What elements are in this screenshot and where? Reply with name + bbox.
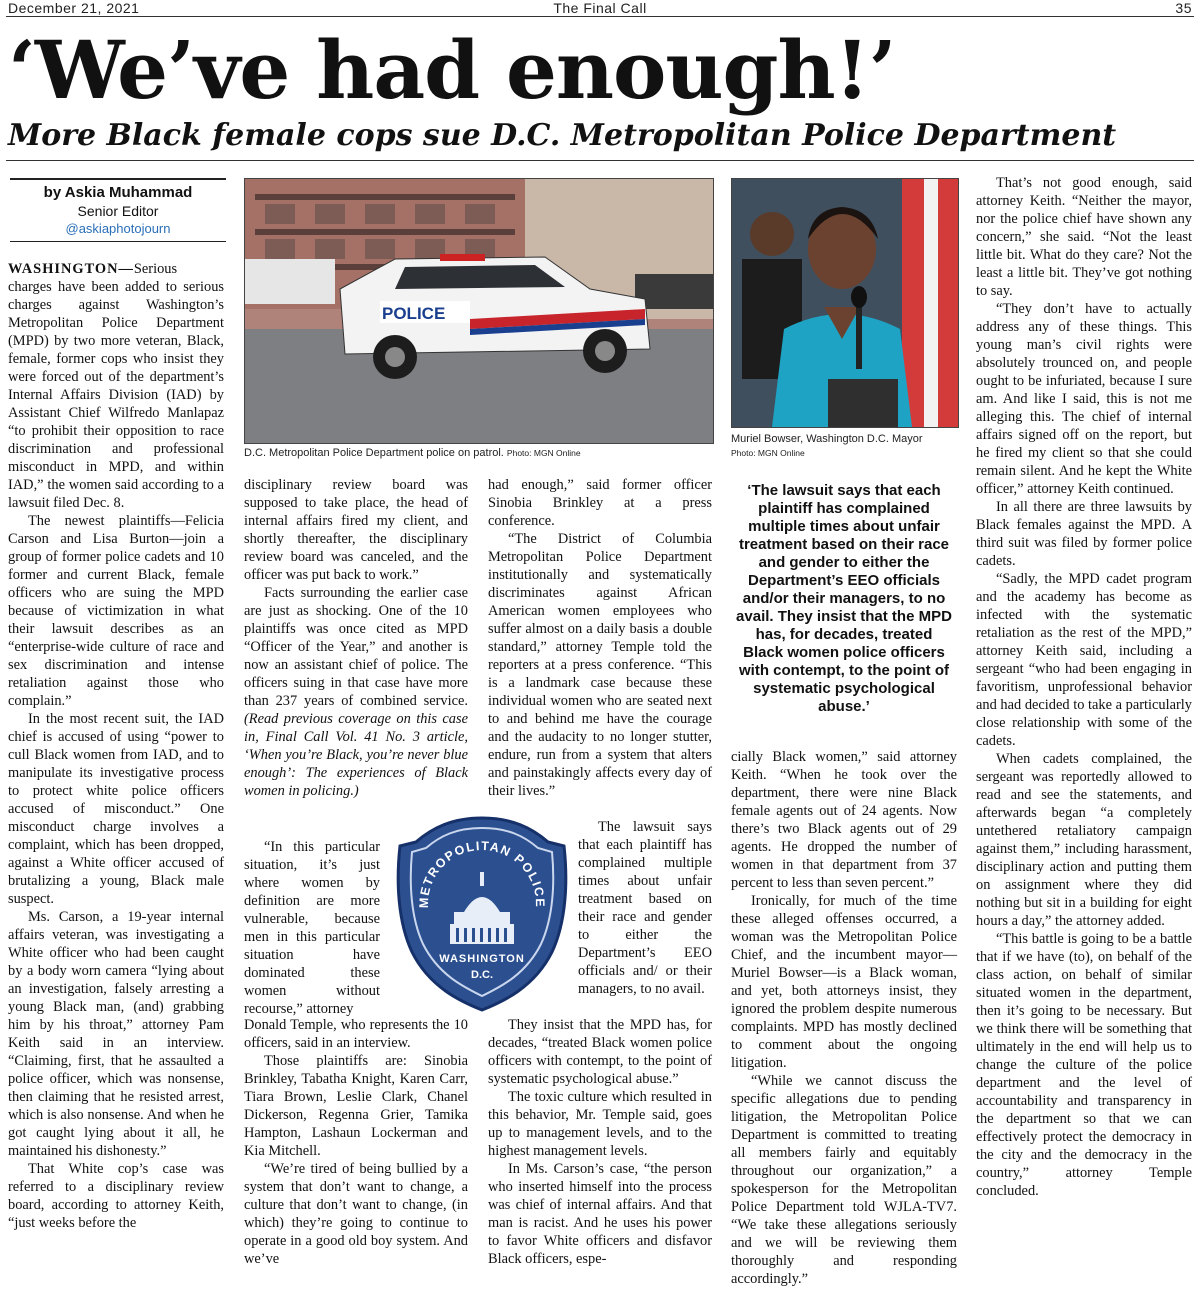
pull-quote: ‘The lawsuit says that each plaintiff has complained multiple times about unfair treatment based on their race and gender to either the Department’s EEO officials and/or their managers, to no avail. They insist that the MPD has, for decades, treated Black women police officers with contempt, to the point of systematic psychological abuse.’ (736, 482, 952, 715)
col3-para-6: In Ms. Carson’s case, “the person who inserted himself into the process was chief of internal affairs. And that man is racist. And he uses his power to favor White officers and disfavor Black officers, espe- (488, 1161, 712, 1267)
col5-para-1: That’s not good enough, said attorney Keith. “Neither the mayor, nor the police chief have shown any concern,” she said. “Not the least little bit. What do they care? Not the least a little bit. They’ve got nothing to say. (976, 175, 1192, 299)
col1-para-4: Ms. Carson, a 19-year internal affairs veteran, was investigating a White officer who had been caught by a body worn camera “lying about an investigation, falsely arresting a young Black man, (and) grabbing him by his throat,” attorney Pam Keith said in an interview. “Claiming, first, that he assaulted a police officer, which was nonsense, then claiming that he resisted arrest, which is also nonsense. And when he got caught lying about it all, he maintained his dishonesty.” (8, 909, 224, 1159)
col2-para-3b: Donald Temple, who represents the 10 officers, said in an interview. (244, 1017, 468, 1051)
deck-rule (6, 160, 1194, 161)
mayor-photo-credit: Photo: MGN Online (731, 448, 805, 458)
col1-para-5: That White cop’s case was referred to a disciplinary review board, according to attorney Keith, “just weeks before the (8, 1161, 224, 1231)
mayor-photo (731, 178, 959, 428)
col3-para-3: The lawsuit says that each plaintiff has complained multiple times about unfair treatment based on their race and gender to either the Department’s EEO officials and/ or their managers, to no avail. (578, 819, 712, 997)
col2-para-1: disciplinary review board was supposed to take place, the head of internal affairs fired my client, and shortly thereafter, the disciplinary review board was canceled, and the officer was put back to work.” (244, 477, 468, 583)
column-2-wrap (244, 838, 380, 1018)
byline-author: by Askia Muhammad (43, 184, 193, 201)
police-car-illustration (245, 179, 713, 443)
col5-para-6: “This battle is going to be a battle that if we have (to), on behalf of the class action, on behalf of similar situated women in the department, then it’s going to be necessary. But we think there will be something that ultimately in the end will help us to change the culture of the police department and the level of accountability and transparency in the department so that we can effectively protect the democracy in the city and the democracy in the country,” attorney Temple concluded. (976, 931, 1192, 1199)
col1-para-3: In the most recent suit, the IAD chief is accused of using “power to cull Black women from IAD, and to manipulate its investigative process to protect white police officers accused of misconduct.” One misconduct charge involves a complaint, which has been dropped, against a White officer accused of brutalizing a young, Black male suspect. (8, 711, 224, 907)
mayor-illustration (732, 179, 958, 427)
col5-para-4: “Sadly, the MPD cadet program and the academy has become as infected with the systematic retaliation as the rest of the MPD,” attorney Keith said, including a sergeant “who had been engaging in favoritism, unprofessional behavior and had decided to take a particularly close relationship with some of the cadets. (976, 571, 1192, 749)
car-police-text: POLICE (382, 304, 446, 323)
badge-bottom-text: WASHINGTON (439, 953, 525, 965)
col3-para-1: had enough,” said former officer Sinobia Brinkley at a press conference. (488, 477, 712, 529)
column-5 (976, 174, 1192, 1200)
col1-para-1: WASHINGTON—Serious charges have been added to serious charges against Washington’s Metropolitan Police Department (MPD) by two more veteran, Black, female, former cops who insist they were forced out of the department’s Internal Affairs Division (IAD) by Assistant Chief Wilfredo Manlapaz “to prohibit their opposition to race discrimination and professional misconduct in MPD, and within IAD,” the women said according to a lawsuit filed Dec. 8. (8, 261, 224, 511)
headline: ‘We’ve had enough!’ (8, 23, 896, 117)
col2-para-3a: “In this particular situation, it’s just where women by definition are more vulnerable, because men in this particular situation have dominated these women without recourse,” attorney (244, 839, 380, 1017)
deck: More Black female cops sue D.C. Metropolitan Police Department (8, 118, 1117, 153)
issue-date: December 21, 2021 (8, 0, 140, 16)
column-2 (244, 476, 468, 800)
page-number: 35 (1175, 0, 1192, 16)
byline-handle[interactable]: @askiaphotojourn (65, 221, 171, 236)
publication-name: The Final Call (553, 0, 647, 16)
col5-para-2: “They don’t have to actually address any of these things. This young man’s civil rights were absolutely trounced on, and people ought to be infuriated, because I sure am. And like I said, this is not me alleging this. The chief of internal affairs signed off on the report, but he fired my client so that she could remain silent. And he kept the White officer,” attorney Keith continued. (976, 301, 1192, 497)
col4-para-1: cially Black women,” said attorney Keith. “When he took over the department, there were nine Black female agents out of 24 agents. Now there’s two Black agents out of 29 agents. He dropped the number of women in that department from 37 percent to less than seven percent.” (731, 749, 957, 891)
col3-para-2: “The District of Columbia Metropolitan Police Department institutionally and systematically discriminates against African American women employees who suffer almost on a daily basis a double standard,” attorney Temple told the reporters at a press conference. “This is a landmark case because these individual women who are seated next to and behind me have the courage and the audacity to no longer stutter, endure, run from a system that alters and painstakingly affects every day of their lives.” (488, 531, 712, 799)
col5-para-3: In all there are three lawsuits by Black females against the MPD. A third suit was filed by former police cadets. (976, 499, 1192, 569)
col4-para-2: Ironically, for much of the time these alleged offenses occurred, a woman was the Metropolitan Police Chief, and the incumbent mayor—Muriel Bowser—is a Black woman, and yet, both attorneys insist, they ignored the problem despite numerous complaints. MPD has mostly declined to comment about the ongoing litigation. (731, 893, 957, 1071)
column-1 (8, 260, 224, 1232)
column-4 (731, 748, 957, 1288)
car-photo-credit: Photo: MGN Online (506, 448, 581, 458)
col2-para-2: Facts surrounding the earlier case are just as shocking. One of the 10 plaintiffs was once cited as MPD “Officer of the Year,” and another is now an assistant chief of police. The officers suing in that case have more than 237 years of combined service. (Read previous coverage on this case in, Final Call Vol. 41 No. 3 article, ‘When you’re Black, you’re never blue enough’: The experiences of Black women in policing.) (244, 585, 468, 799)
police-badge-icon (392, 812, 572, 1012)
column-2-bottom (244, 1016, 468, 1268)
metropolitan-police-badge (392, 812, 572, 1012)
col2-reference-note: (Read previous coverage on this case in, Final Call Vol. 41 No. 3 article, ‘When you’re Black, you’re never blue enough’: The experiences of Black women in policing.) (244, 711, 468, 799)
dateline: WASHINGTON— (8, 261, 134, 277)
column-3-bottom (488, 1016, 712, 1268)
masthead-rule (6, 16, 1194, 17)
col3-para-4: They insist that the MPD has, for decades, “treated Black women police officers with contempt, to the point of systematic psychological abuse.” (488, 1017, 712, 1087)
mayor-photo-caption: Muriel Bowser, Washington D.C. Mayor Photo: MGN Online (731, 432, 957, 460)
badge-sub-text: D.C. (471, 969, 493, 981)
column-3 (488, 476, 712, 800)
col5-para-5: When cadets complained, the sergeant was reportedly allowed to read and see the statements, and afterwards began “a completely untethered retaliatory campaign against them,” including harassment, disciplinary action and putting them on assignment where they did nothing but sit in a building for eight hours a day,” the attorney added. (976, 751, 1192, 929)
byline-title: Senior Editor (77, 203, 159, 219)
col2-para-4: Those plaintiffs are: Sinobia Brinkley, Tabatha Knight, Karen Carr, Tiara Brown, Leslie Clark, Chanel Dickerson, Regenna Grier, Tamika Hampton, Lashaun Lockerman and Kia Mitchell. (244, 1053, 468, 1159)
col1-para-2: The newest plaintiffs—Felicia Carson and Lisa Burton—join a group of former police cadets and 10 former and current Black, female officers who are suing the MPD because of victimization in what their lawsuit describes as an “enterprise-wide culture of race and sex discrimination and intense retaliation against those who complain.” (8, 513, 224, 709)
col4-para-3: “While we cannot discuss the specific allegations due to pending litigation, the Metropolitan Police Department is committed to treating all members fairly and equitably throughout our organization,” a spokesperson for the Metropolitan Police Department told WJLA-TV7. “We take these allegations seriously and we will be reviewing them thoroughly and responding accordingly.” (731, 1073, 957, 1287)
badge-top-text: METROPOLITAN POLICE (416, 838, 548, 909)
police-car-photo (244, 178, 714, 444)
car-photo-caption: D.C. Metropolitan Police Department police on patrol. Photo: MGN Online (244, 447, 581, 459)
col3-para-5: The toxic culture which resulted in this behavior, Mr. Temple said, goes up to management levels, and to the highest management levels. (488, 1089, 712, 1159)
byline (10, 178, 226, 242)
column-3-wrap (578, 818, 712, 998)
col2-para-5: “We’re tired of being bullied by a system that don’t want to change, a culture that don’t want to change, (in which) they’re going to continue to operate in a good old boy system. And we’ve (244, 1161, 468, 1267)
